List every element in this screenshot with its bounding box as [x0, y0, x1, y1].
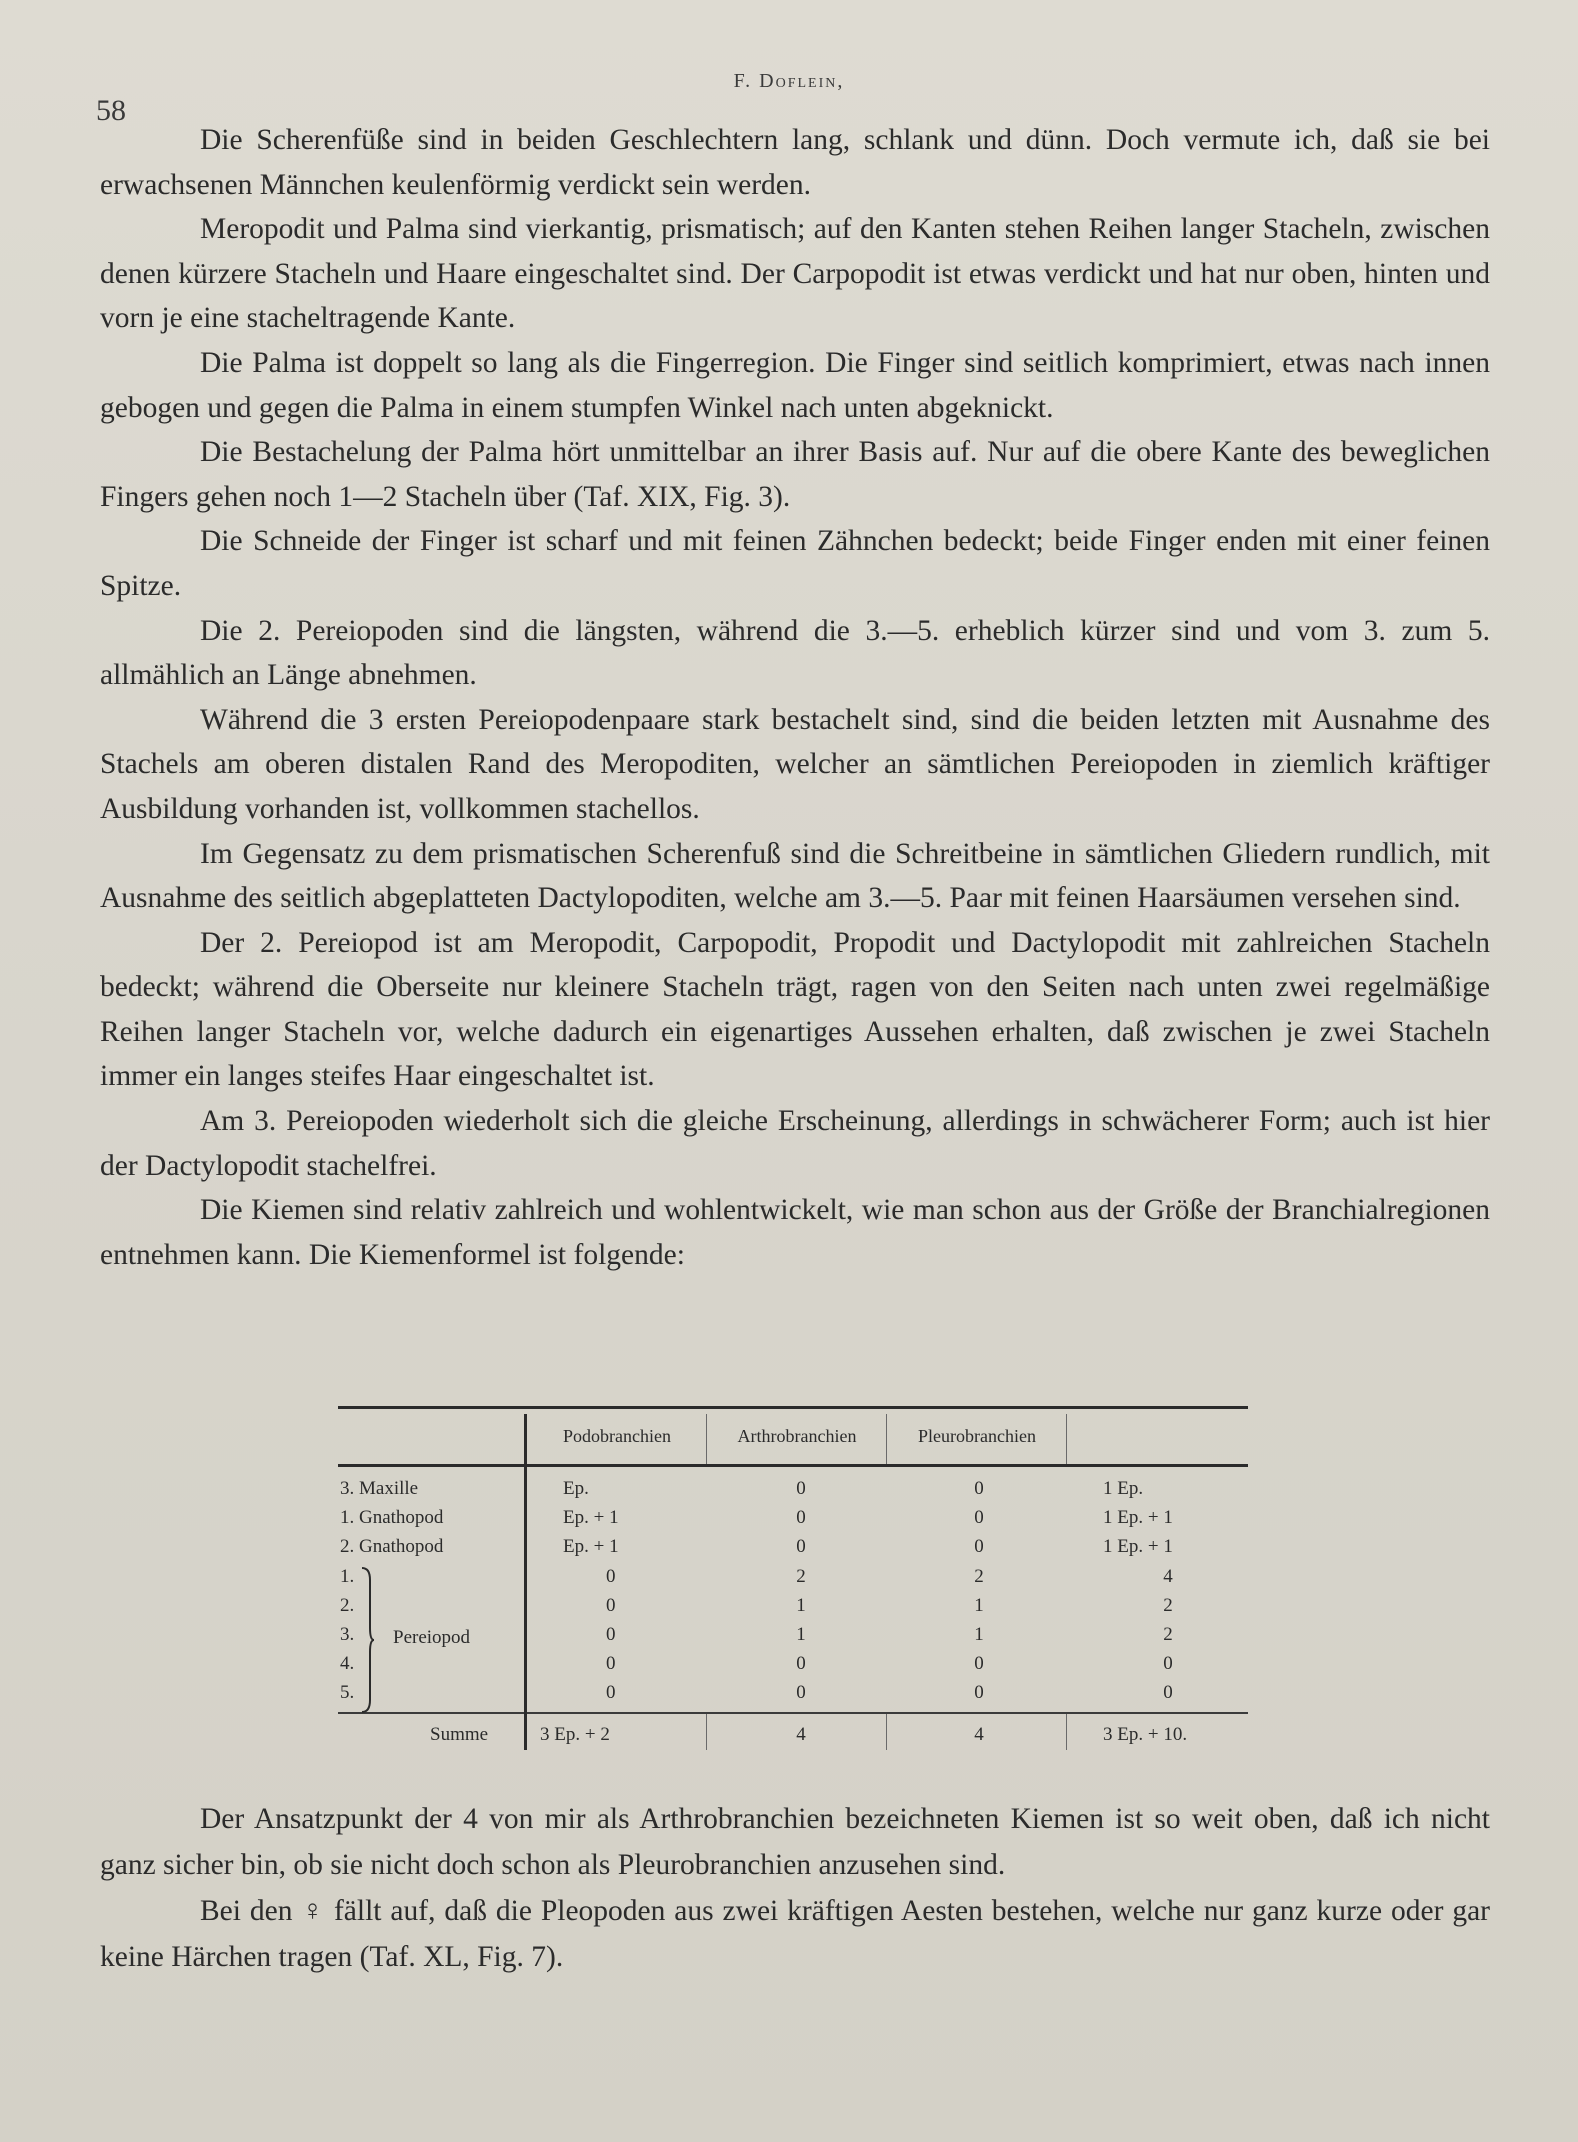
- cell-total: 0: [1163, 1682, 1173, 1703]
- summe-podobranchien: 3 Ep. + 2: [540, 1724, 610, 1745]
- paragraph-2: Meropodit und Palma sind vierkantig, prismatisch; auf den Kanten stehen Reihen langer Stacheln, zwischen denen kürzere Stacheln und Haare eingeschaltet sind. Der Carpopodit ist etwas verdickt und hat nur oben, hinten und vorn je eine stacheltragende Kante.: [100, 213, 1490, 335]
- cell-arthrobranchien: 2: [796, 1566, 806, 1587]
- cell-podobranchien: 0: [606, 1653, 616, 1674]
- row-label: 2. Gnathopod: [340, 1536, 444, 1557]
- cell-podobranchien: 0: [606, 1566, 616, 1587]
- paragraph-7: Während die 3 ersten Pereiopodenpaare stark bestachelt sind, sind die beiden letzten mit Ausnahme des Stachels am oberen distalen Rand des Meropoditen, welcher an sämtlichen Pereiopoden in ziemlich kräftiger Ausbildung vorhanden ist, vollkommen stachellos.: [100, 703, 1490, 825]
- col-header-arthrobranchien: Arthrobranchien: [737, 1426, 857, 1446]
- cell-arthrobranchien: 0: [796, 1653, 806, 1674]
- cell-arthrobranchien: 0: [796, 1478, 806, 1499]
- cell-pleurobranchien: 1: [974, 1624, 984, 1645]
- paragraph-4: Die Bestachelung der Palma hört unmittelbar an ihrer Basis auf. Nur auf die obere Kante des beweglichen Fingers gehen noch 1—2 Stacheln über (Taf. XIX, Fig. 3).: [100, 436, 1490, 513]
- paragraph-11: Die Kiemen sind relativ zahlreich und wohlentwickelt, wie man schon aus der Größe der Branchialregionen entnehmen kann. Die Kiemenformel ist folgende:: [100, 1194, 1490, 1271]
- row-label: 5.: [340, 1682, 355, 1703]
- cell-pleurobranchien: 0: [974, 1507, 984, 1528]
- cell-total: 4: [1163, 1566, 1173, 1587]
- cell-pleurobranchien: 0: [974, 1653, 984, 1674]
- summe-total: 3 Ep. + 10.: [1103, 1724, 1188, 1745]
- curly-brace-icon: [360, 1566, 374, 1714]
- col-header-podobranchien: Podobranchien: [563, 1426, 671, 1446]
- table-sum-rule: [338, 1712, 1248, 1714]
- cell-podobranchien: 0: [606, 1595, 616, 1616]
- cell-podobranchien: Ep. + 1: [563, 1507, 619, 1528]
- table-row: [338, 1536, 1248, 1562]
- cell-total: 2: [1163, 1595, 1173, 1616]
- paragraph-5: Die Schneide der Finger ist scharf und mit feinen Zähnchen bedeckt; beide Finger enden mit einer feinen Spitze.: [100, 525, 1490, 602]
- paragraph-10: Am 3. Pereiopoden wiederholt sich die gleiche Erscheinung, allerdings in schwächerer Form; auch ist hier der Dactylopodit stachelfrei.: [100, 1105, 1490, 1182]
- cell-total: 1 Ep. + 1: [1103, 1536, 1173, 1557]
- row-label: 2.: [340, 1595, 355, 1616]
- paragraph-12: Der Ansatzpunkt der 4 von mir als Arthrobranchien bezeichneten Kiemen ist so weit oben, daß ich nicht ganz sicher bin, ob sie nicht doch schon als Pleurobranchien anzusehen sind.: [100, 1803, 1490, 1881]
- cell-arthrobranchien: 1: [796, 1624, 806, 1645]
- col-header-pleurobranchien: Pleurobranchien: [918, 1426, 1036, 1446]
- cell-arthrobranchien: 1: [796, 1595, 806, 1616]
- table-col-divider: [706, 1414, 707, 1464]
- body-text-lower: [100, 1796, 1490, 1980]
- paragraph-6: Die 2. Pereiopoden sind die längsten, während die 3.—5. erheblich kürzer sind und vom 3. zum 5. allmählich an Länge abnehmen.: [100, 614, 1490, 692]
- row-label: 1.: [340, 1566, 355, 1587]
- paragraph-1: Die Scherenfüße sind in beiden Geschlechtern lang, schlank und dünn. Doch vermute ich, daß sie bei erwachsenen Männchen keulenförmig verdickt sein werden.: [100, 124, 1490, 201]
- table-col-divider: [886, 1414, 887, 1464]
- cell-total: 2: [1163, 1624, 1173, 1645]
- table-row: [338, 1653, 1248, 1679]
- cell-pleurobranchien: 0: [974, 1478, 984, 1499]
- cell-pleurobranchien: 0: [974, 1536, 984, 1557]
- row-label: 4.: [340, 1653, 355, 1674]
- paragraph-13: Bei den ♀ fällt auf, daß die Pleopoden aus zwei kräftigen Aesten bestehen, welche nur ganz kurze oder gar keine Härchen tragen (Taf. XL, Fig. 7).: [100, 1895, 1490, 1973]
- cell-total: 1 Ep.: [1103, 1478, 1144, 1499]
- table-row: [338, 1682, 1248, 1708]
- summe-label: Summe: [430, 1724, 489, 1745]
- summe-arthrobranchien: 4: [796, 1724, 806, 1745]
- table-row: [338, 1507, 1248, 1533]
- cell-pleurobranchien: 1: [974, 1595, 984, 1616]
- table-col-divider: [1066, 1414, 1067, 1464]
- cell-total: 1 Ep. + 1: [1103, 1507, 1173, 1528]
- body-text-upper: [100, 118, 1490, 1277]
- table-row-summe: [338, 1724, 1248, 1750]
- paragraph-9: Der 2. Pereiopod ist am Meropodit, Carpopodit, Propodit und Dactylopodit mit zahlreichen Stacheln bedeckt; während die Oberseite nur kleinere Stacheln trägt, ragen von den Seiten nach unten zwei regelmäßige Reihen langer Stacheln vor, welche dadurch ein eigenartiges Aussehen erhalten, daß zwischen je zwei Stacheln immer ein langes steifes Haar eingeschaltet ist.: [100, 926, 1490, 1093]
- cell-pleurobranchien: 0: [974, 1682, 984, 1703]
- summe-pleurobranchien: 4: [974, 1724, 984, 1745]
- table-row: [338, 1595, 1248, 1621]
- cell-podobranchien: Ep.: [563, 1478, 589, 1499]
- cell-pleurobranchien: 2: [974, 1566, 984, 1587]
- cell-arthrobranchien: 0: [796, 1682, 806, 1703]
- running-head: F. Doflein,: [733, 70, 845, 92]
- table-row: [338, 1624, 1248, 1650]
- cell-podobranchien: Ep. + 1: [563, 1536, 619, 1557]
- cell-podobranchien: 0: [606, 1624, 616, 1645]
- table-row: [338, 1566, 1248, 1592]
- table-row: [338, 1478, 1248, 1504]
- cell-total: 0: [1163, 1653, 1173, 1674]
- table-top-rule: [338, 1406, 1248, 1409]
- cell-arthrobranchien: 0: [796, 1536, 806, 1557]
- cell-podobranchien: 0: [606, 1682, 616, 1703]
- paragraph-8: Im Gegensatz zu dem prismatischen Scherenfuß sind die Schreitbeine in sämtlichen Gliedern rundlich, mit Ausnahme des seitlich abgeplatteten Dactylopoditen, welche am 3.—5. Paar mit feinen Haarsäumen versehen sind.: [100, 837, 1490, 915]
- page-number: 58: [96, 94, 126, 127]
- row-label: 1. Gnathopod: [340, 1507, 444, 1528]
- cell-arthrobranchien: 0: [796, 1507, 806, 1528]
- row-label: 3. Maxille: [340, 1478, 419, 1499]
- table-header-rule: [338, 1464, 1248, 1467]
- paragraph-3: Die Palma ist doppelt so lang als die Fingerregion. Die Finger sind seitlich komprimiert, etwas nach innen gebogen und gegen die Palma in einem stumpfen Winkel nach unten abgeknickt.: [100, 346, 1490, 424]
- row-label: 3.: [340, 1624, 355, 1645]
- group-label-pereiopod: Pereiopod: [393, 1627, 471, 1648]
